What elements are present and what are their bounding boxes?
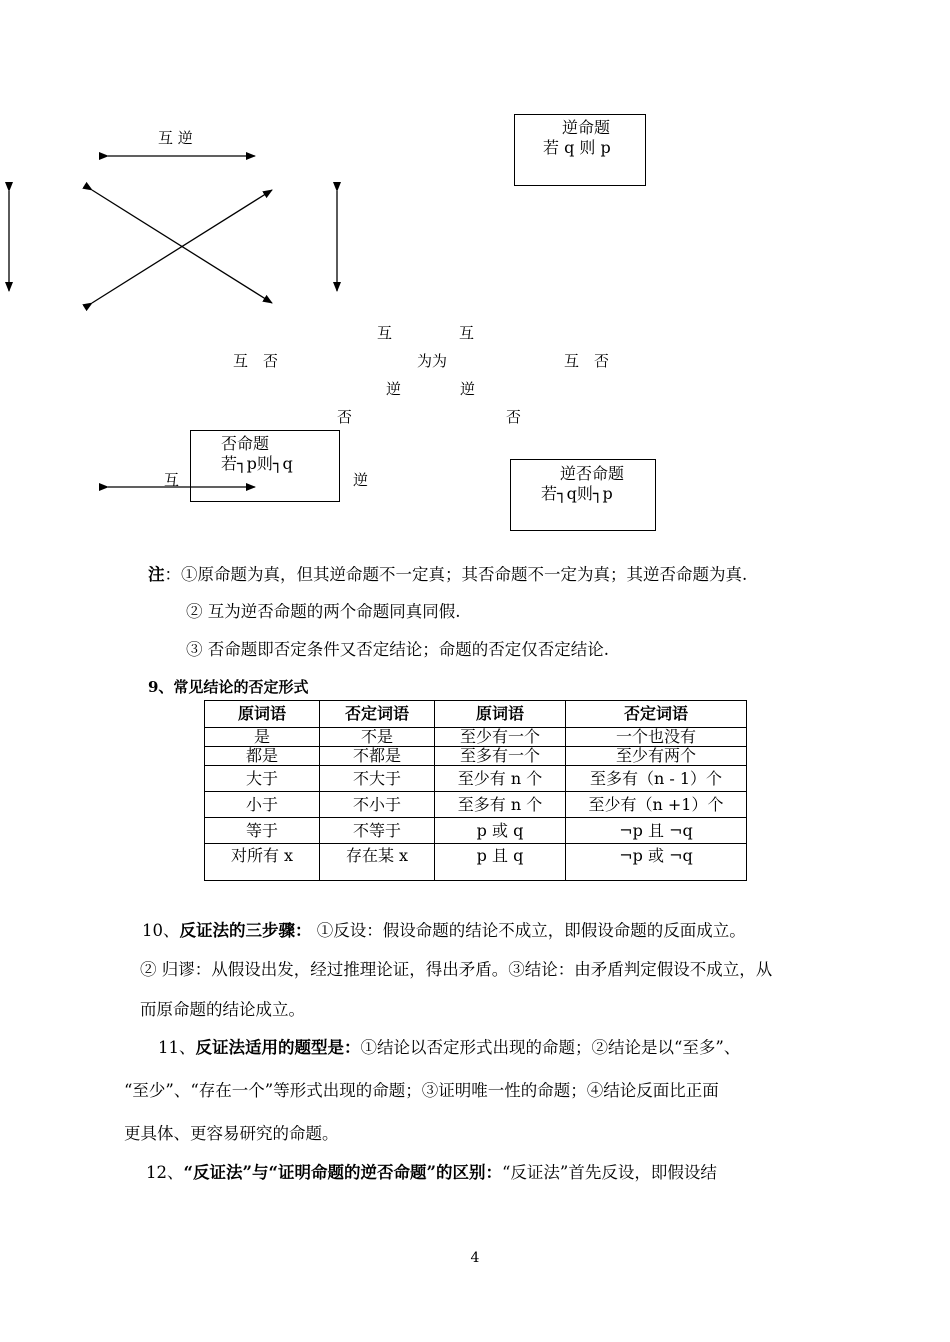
table-cell: p 或 q bbox=[435, 818, 566, 844]
table-cell: 至多有一个 bbox=[435, 747, 566, 766]
negation-table bbox=[204, 700, 747, 881]
table-cell: 等于 bbox=[205, 818, 320, 844]
table-cell: 不是 bbox=[320, 728, 435, 747]
table-cell: 小于 bbox=[205, 792, 320, 818]
table-cell: 对所有 x bbox=[205, 844, 320, 881]
table-header-cell: 否定词语 bbox=[320, 701, 435, 728]
section12-num: 12、 bbox=[146, 1163, 184, 1182]
table-cell: p 且 q bbox=[435, 844, 566, 881]
section11-line-2: “至少”、“存在一个”等形式出现的命题；③证明唯一性的命题；④结论反面比正面 bbox=[124, 1081, 719, 1100]
label-hu-right: 互 bbox=[459, 324, 475, 342]
section12-text-1: “反证法”首先反设，即假设结 bbox=[501, 1163, 717, 1182]
label-ni-right: 逆 bbox=[460, 380, 476, 398]
table-cell: 至多有（n - 1）个 bbox=[566, 766, 747, 792]
table-cell: ¬p 且 ¬q bbox=[566, 818, 747, 844]
label-hufou-right: 互 否 bbox=[564, 352, 610, 370]
table-cell: 至少有一个 bbox=[435, 728, 566, 747]
table-cell: 存在某 x bbox=[320, 844, 435, 881]
label-fou-left: 否 bbox=[337, 408, 353, 426]
diagram-arrows bbox=[0, 0, 950, 560]
table-row bbox=[205, 766, 747, 792]
section12-title: “反证法”与“证明命题的逆否命题”的区别： bbox=[183, 1163, 502, 1182]
section10-line-3: 而原命题的结论成立。 bbox=[140, 1000, 305, 1019]
table-cell: 至少有（n +1）个 bbox=[566, 792, 747, 818]
section11-line-3: 更具体、更容易研究的命题。 bbox=[124, 1124, 339, 1143]
table-cell: 至少有两个 bbox=[566, 747, 747, 766]
inverse-title: 否命题 bbox=[221, 434, 270, 453]
section11-line-1 bbox=[158, 1034, 878, 1058]
section10-line-1 bbox=[142, 917, 862, 941]
note-line-3: ③ 否命题即否定条件又否定结论；命题的否定仅否定结论. bbox=[186, 640, 609, 659]
inverse-formula: 若┐p则┐q bbox=[221, 454, 293, 473]
note-label: 注 bbox=[148, 565, 165, 584]
table-cell: 不大于 bbox=[320, 766, 435, 792]
table-header-cell: 否定词语 bbox=[566, 701, 747, 728]
section11-title: 反证法适用的题型是： bbox=[195, 1038, 361, 1057]
page-number: 4 bbox=[470, 1250, 480, 1266]
table-cell: ¬p 或 ¬q bbox=[566, 844, 747, 881]
section11-num: 11、 bbox=[158, 1038, 196, 1057]
table-row bbox=[205, 818, 747, 844]
converse-title: 逆命题 bbox=[562, 118, 611, 137]
table-cell: 至多有 n 个 bbox=[435, 792, 566, 818]
table-cell: 至少有 n 个 bbox=[435, 766, 566, 792]
label-bottom-left: 互 bbox=[164, 471, 180, 489]
converse-box bbox=[514, 114, 646, 186]
note-text-1: ：①原命题为真，但其逆命题不一定真；其否命题不一定为真；其逆否命题为真. bbox=[164, 565, 748, 584]
table-cell: 是 bbox=[205, 728, 320, 747]
contrapositive-title: 逆否命题 bbox=[560, 464, 625, 483]
note-line-2: ② 互为逆否命题的两个命题同真同假. bbox=[186, 602, 461, 621]
section10-title: 反证法的三步骤： bbox=[179, 921, 312, 940]
label-ni-bottom: 逆 bbox=[353, 471, 369, 489]
label-hufou-left: 互 否 bbox=[233, 352, 279, 370]
section10-text-1: ①反设：假设命题的结论不成立，即假设命题的反面成立。 bbox=[311, 921, 746, 940]
table-cell: 一个也没有 bbox=[566, 728, 747, 747]
label-ni-left: 逆 bbox=[386, 380, 402, 398]
section10-line-2: ② 归谬：从假设出发，经过推理论证，得出矛盾。③结论：由矛盾判定假设不成立，从 bbox=[140, 960, 773, 979]
section10-num: 10、 bbox=[142, 921, 180, 940]
section11-text-1: ①结论以否定形式出现的命题；②结论是以“至多”、 bbox=[360, 1038, 741, 1057]
table-cell: 大于 bbox=[205, 766, 320, 792]
inverse-box bbox=[190, 430, 340, 502]
table-cell: 都是 bbox=[205, 747, 320, 766]
note-line-1 bbox=[148, 561, 868, 585]
table-cell: 不等于 bbox=[320, 818, 435, 844]
table-header-row bbox=[205, 701, 747, 728]
label-weiwei: 为为 bbox=[417, 352, 448, 370]
section9-heading: 9、常见结论的否定形式 bbox=[148, 678, 309, 696]
section12-line-1 bbox=[146, 1159, 866, 1183]
label-fou-right: 否 bbox=[506, 408, 522, 426]
table-row bbox=[205, 792, 747, 818]
table-row bbox=[205, 728, 747, 747]
converse-formula: 若 q 则 p bbox=[543, 138, 611, 157]
table-header-cell: 原词语 bbox=[435, 701, 566, 728]
contrapositive-formula: 若┐q则┐p bbox=[541, 484, 613, 503]
table-cell: 不小于 bbox=[320, 792, 435, 818]
table-row bbox=[205, 747, 747, 766]
contrapositive-box bbox=[510, 459, 656, 531]
label-top-left: 互 逆 bbox=[158, 129, 193, 147]
table-header-cell: 原词语 bbox=[205, 701, 320, 728]
table-cell: 不都是 bbox=[320, 747, 435, 766]
table-row bbox=[205, 844, 747, 881]
label-hu-left: 互 bbox=[377, 324, 393, 342]
